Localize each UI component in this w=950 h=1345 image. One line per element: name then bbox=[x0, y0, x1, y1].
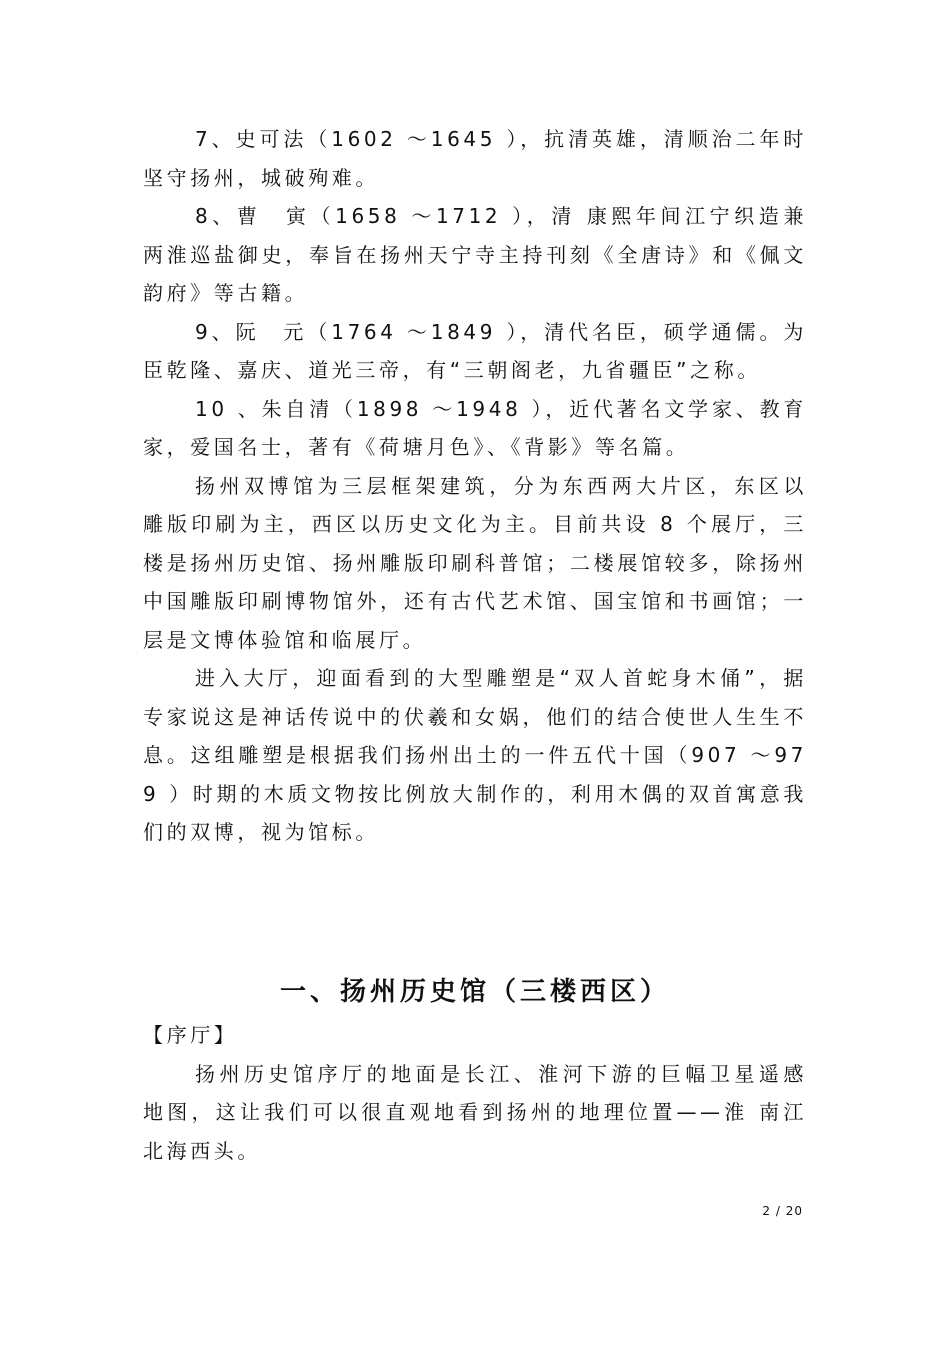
paragraph-prelude-hall: 扬州历史馆序厅的地面是长江、淮河下游的巨幅卫星遥感地图，这让我们可以很直观地看到扬州的地理位置——淮 南江北海西头。 bbox=[143, 1061, 807, 1163]
paragraph-zhu-ziqing: 10 、朱自清（1898 ～1948 ），近代著名文学家、教育家，爱国名士，著有《荷塘月色》、《背影》等名篇。 bbox=[143, 396, 807, 459]
body-text bbox=[143, 120, 807, 852]
page-number: 2 / 20 bbox=[762, 1204, 803, 1218]
paragraph-shi-kefa: 7、史可法（1602 ～1645 ），抗清英雄，清顺治二年时坚守扬州，城破殉难。 bbox=[143, 127, 807, 190]
section-title: 一、扬州历史馆（三楼西区） bbox=[279, 977, 670, 1007]
paragraph-ruan-yuan: 9、阮 元（1764 ～1849 ），清代名臣，硕学通儒。为臣乾隆、嘉庆、道光三帝，有“三朝阁老，九省疆臣”之称。 bbox=[143, 319, 807, 382]
paragraph-cao-yin: 8、曹 寅（1658 ～1712 ），清 康熙年间江宁织造兼两淮巡盐御史，奉旨在扬州天宁寺主持刊刻《全唐诗》和《佩文韵府》等古籍。 bbox=[143, 204, 807, 305]
section-body bbox=[143, 1016, 807, 1170]
paragraph-museum-layout: 扬州双博馆为三层框架建筑，分为东西两大片区，东区以雕版印刷为主，西区以历史文化为主。目前共设 8 个展厅，三楼是扬州历史馆、扬州雕版印刷科普馆；二楼展馆较多，除扬州中国雕版印刷博物馆外，还有古代艺术馆、国宝馆和书画馆；一层是文博体验馆和临展厅。 bbox=[143, 473, 807, 652]
section-subheading: 【序厅】 bbox=[143, 1023, 238, 1047]
paragraph-hall-sculpture: 进入大厅，迎面看到的大型雕塑是“双人首蛇身木俑”，据专家说这是神话传说中的伏羲和女娲，他们的结合使世人生生不息。这组雕塑是根据我们扬州出土的一件五代十国（907 ～979 ）时期的木质文物按比例放大制作的，利用木偶的双首寓意我们的双博，视为馆标。 bbox=[143, 666, 807, 844]
